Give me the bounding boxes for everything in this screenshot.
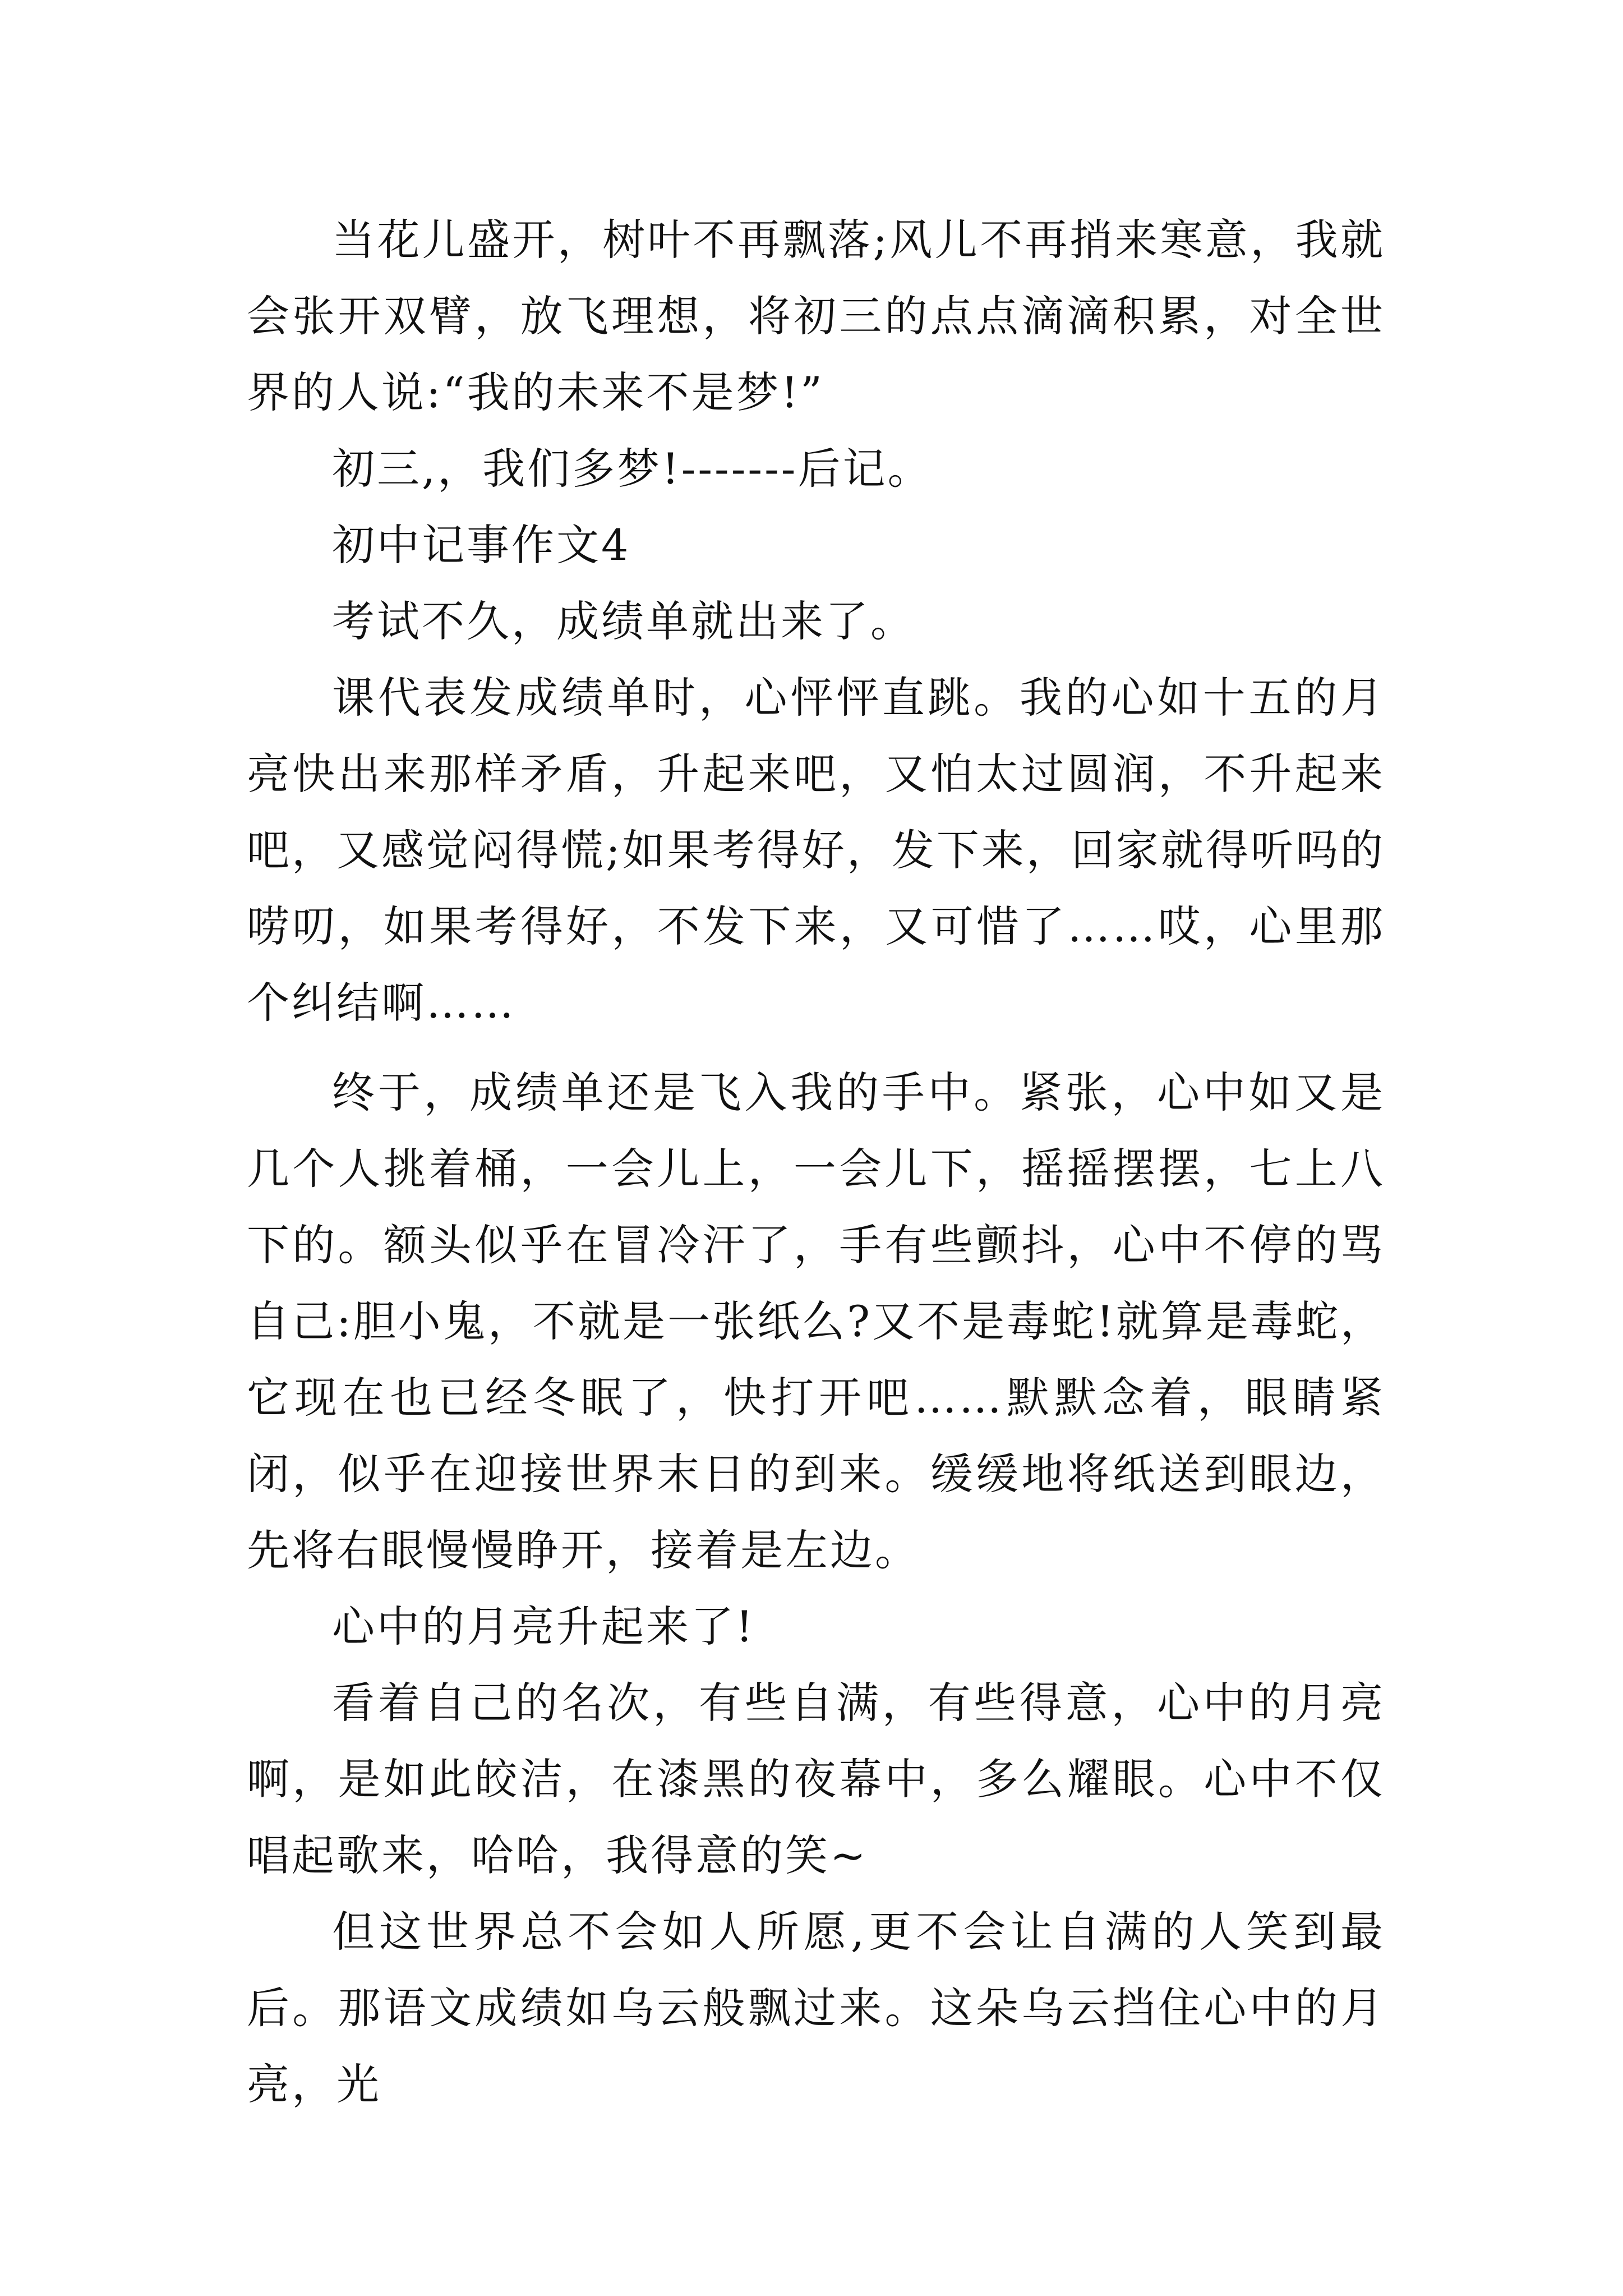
paragraph: 初三,，我们多梦!-------后记。 <box>332 444 933 494</box>
paragraph: 看着自己的名次，有些自满，有些得意，心中的月亮啊，是如此皎洁，在漆黑的夜幕中，多么耀眼。心中不仅唱起歌来，哈哈，我得意的笑~ <box>247 1678 1385 1880</box>
document-body <box>247 202 1385 2123</box>
paragraph: 但这世界总不会如人所愿,更不会让自满的人笑到最后。那语文成绩如乌云般飘过来。这朵乌云挡住心中的月亮，光 <box>247 1907 1385 2109</box>
section-heading: 初中记事作文4 <box>332 520 631 570</box>
paragraph: 考试不久，成绩单就出来了。 <box>332 596 915 646</box>
paragraph: 心中的月亮升起来了! <box>332 1602 755 1651</box>
paragraph: 终于，成绩单还是飞入我的手中。紧张，心中如又是几个人挑着桶，一会儿上，一会儿下，摇摇摆摆，七上八下的。额头似乎在冒冷汗了，手有些颤抖，心中不停的骂自己:胆小鬼，不就是一张纸么?又不是毒蛇!就算是毒蛇，它现在也已经冬眠了，快打开吧……默默念着，眼睛紧闭，似乎在迎接世界末日的到来。缓缓地将纸送到眼边，先将右眼慢慢睁开，接着是左边。 <box>247 1068 1385 1575</box>
paragraph: 当花儿盛开，树叶不再飘落;风儿不再捎来寒意，我就会张开双臂，放飞理想，将初三的点点滴滴积累，对全世界的人说:“我的未来不是梦!” <box>247 215 1385 417</box>
paragraph: 课代表发成绩单时，心怦怦直跳。我的心如十五的月亮快出来那样矛盾，升起来吧，又怕太过圆润，不升起来吧，又感觉闷得慌;如果考得好，发下来，回家就得听吗的唠叨，如果考得好，不发下来，又可惜了……哎，心里那个纠结啊…… <box>247 673 1385 1028</box>
